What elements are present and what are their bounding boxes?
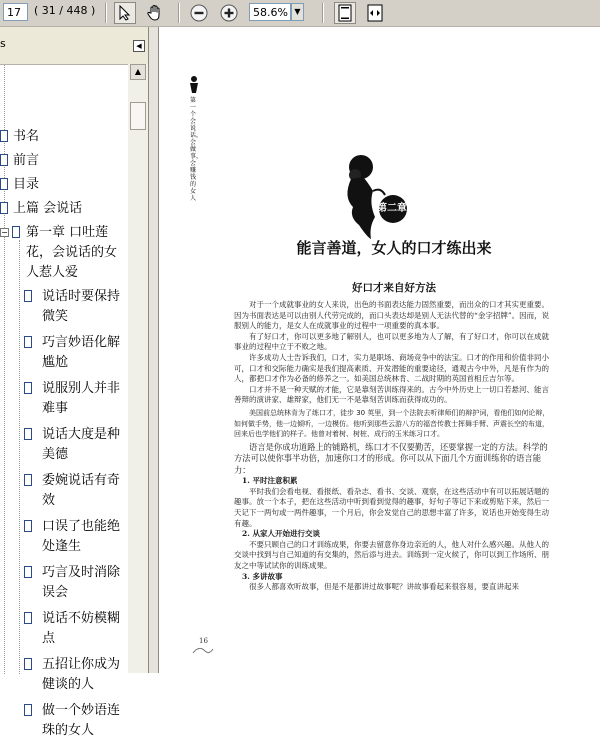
zoom-dropdown-button[interactable]: ▼ (291, 3, 304, 21)
panel-edge-glyph: s (0, 37, 6, 50)
page-number-input[interactable]: 17 (3, 3, 28, 21)
bookmark-icon (24, 336, 32, 348)
arrow-cursor-icon (118, 5, 132, 21)
plus-circle-icon (220, 4, 238, 22)
bookmark-icon (24, 290, 32, 302)
bookmark-icon (24, 474, 32, 486)
bookmark-icon (24, 428, 32, 440)
subheading: 1. 平时注意积累 (242, 476, 298, 486)
paragraph: 很多人都喜欢听故事，但是不是都讲过故事呢？讲故事看起来很容易，要直讲起来 (249, 582, 519, 592)
bookmark-icon (24, 382, 32, 394)
zoom-level-input[interactable]: 58.6% (249, 3, 291, 21)
fit-width-icon (366, 4, 384, 22)
paragraph: 口才并不是一种天赋的才能，它是靠刻苦训练得来的。古今中外历史上一切口若悬河、能言善辩的演讲家、雄辩家，他们无一不是靠刻苦训练而获得成功的。 (234, 384, 549, 405)
subheading: 2. 从家人开始进行交谈 (242, 529, 320, 539)
paragraph: 有了好口才，你可以更多地了解别人，也可以更多地为人了解，有了好口才，你可以在成就事业的过程中立于不败之地。 (234, 331, 549, 352)
bookmarks-panel-header (0, 27, 148, 64)
zoom-in-button[interactable] (218, 2, 240, 24)
bookmark-tree: 书名 前言 目录 上篇 会说话 − 第一章 口吐莲 花，会说话的女 人惹人爱 说话时要保持 微笑 巧言妙语化解 尴尬 说服别人并非 难事 说话大度是种 美德 委婉说话有奇 效 口误了也能绝 处逢生 巧言及时消除 误会 说话不妨模糊 点 五招让你成为 健谈的人 做一个妙语连 珠的女人 (0, 64, 128, 674)
bookmark-icon (24, 704, 32, 716)
bookmark-icon (24, 658, 32, 670)
fit-width-button[interactable] (364, 2, 386, 24)
tree-line (19, 240, 21, 674)
footer-flourish-icon (191, 645, 215, 657)
bookmark-scrollbar[interactable] (128, 64, 148, 673)
paragraph: 平时我们会看电视、看报纸、看杂志、看书、交谈、观察，在这些活动中有可以拓展话题的趣事。放一个本子，把在这些活动中听到看到觉得的趣事，好句子等记下来或剪贴下来，然后一天记下一两句或一两件趣事，一个月后，你会发觉自己的思想丰富了许多，说话也开始变得生动有趣。 (234, 486, 549, 528)
page-number: 16 (199, 637, 208, 645)
collapse-panel-button[interactable]: ◀ (133, 40, 145, 52)
scroll-thumb[interactable] (130, 102, 146, 130)
chapter-ornament-image (341, 147, 431, 242)
bookmark-icon (12, 226, 20, 238)
scroll-up-button[interactable]: ▲ (130, 64, 146, 80)
expand-toggle[interactable]: − (1, 228, 8, 237)
bookmark-icon (0, 202, 8, 214)
article-body (234, 300, 554, 593)
panel-splitter[interactable] (149, 27, 159, 673)
chapter-title: 能言善道，女人的口才练出来 (296, 239, 492, 257)
bookmarks-panel (0, 27, 149, 738)
fit-page-button[interactable] (334, 2, 356, 24)
page-count: ( 31 / 448 ) (34, 4, 96, 17)
section-title: 好口才来自好方法 (352, 282, 436, 294)
hand-icon (146, 4, 164, 22)
minus-circle-icon (190, 4, 208, 22)
bookmark-icon (24, 520, 32, 532)
zoom-out-button[interactable] (188, 2, 210, 24)
paragraph: 语言是你成功道路上的铺路机，练口才不仅要勤苦，还要掌握一定的方法。科学的方法可以使你事半功倍，加速你口才的形成。你可以从下面几个方面训练你的语言能力： (234, 441, 548, 475)
hand-tool-button[interactable] (144, 2, 166, 24)
bookmark-icon (24, 566, 32, 578)
bookmark-icon (0, 154, 8, 166)
select-tool-button[interactable] (114, 2, 136, 24)
paragraph: 许多成功人士告诉我们，口才，实力是职场、商场竞争中的法宝。口才的作用和价值非同小可，口才和交际能力确实是我们提高素质、开发潜能的重要途径，通观古今中外，凡是有作为的人，都把口才作为必备的修养之一。如美国总统林肯、二战时期的英国首相丘吉尔等。 (234, 352, 549, 384)
subheading: 3. 多讲故事 (242, 571, 283, 581)
toolbar-separator (105, 3, 107, 23)
toolbar-separator (178, 3, 180, 23)
bookmark-icon (0, 178, 8, 190)
toolbar (0, 0, 600, 27)
chapter-badge: 第二章 (377, 203, 407, 214)
paragraph: 对于一个成就事业的女人来说，出色的书面表达能力固然重要，而出众的口才其实更重要。因为书面表达是可以由别人代劳完成的，而口头表达却是别人无法代替的“金字招牌”。因而，说服别人的能力，是女人在成就事业的过程中一项重要的真本事。 (234, 300, 550, 331)
paragraph: 不要只顾自己的口才训练成果，你要去留意你身边亲近的人，他人对什么感兴趣。从他人的交谈中找到与自己知道的有交集的，然后添与进去。训练到一定火候了，你可以到工作场所、朋友之中等试试你的训练成果。 (234, 539, 549, 570)
bookmark-icon (24, 612, 32, 624)
vertical-caption: 第一个会说话，会做事，会赚钱的女人 (187, 75, 201, 225)
fit-page-icon (338, 4, 352, 22)
bookmark-icon (0, 130, 8, 142)
woman-silhouette-icon (187, 75, 201, 93)
quote-paragraph: 美国前总统林肯为了练口才，徒步 30 英里，到一个法院去听律师们的辩护词，看他们如何论辩，如何做手势，他一边倾听，一边模仿。他听到那些云游八方的福音传教士挥舞手臂、声震长空的布道，回来后也学他们的样子。他曾对着树、树桩、成行的玉米练习口才。 (234, 408, 550, 439)
document-viewport (159, 27, 600, 673)
toolbar-separator (322, 3, 324, 23)
